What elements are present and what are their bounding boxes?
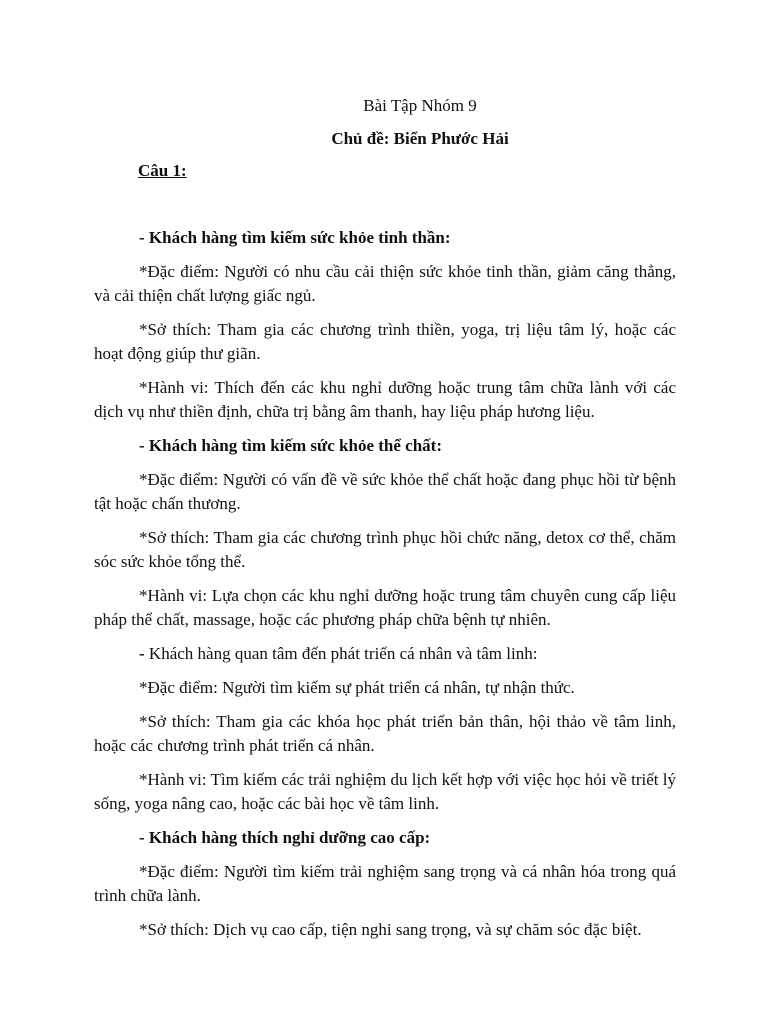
section-behavior: *Hành vi: Tìm kiếm các trải nghiệm du lịch kết hợp với việc học hỏi về triết lý sống, yoga nâng cao, hoặc các bài học về tâm linh. <box>94 770 676 813</box>
section-heading-mental-health: - Khách hàng tìm kiếm sức khỏe tinh thần: <box>139 228 451 247</box>
question-label: Câu 1: <box>138 161 187 180</box>
section-heading-personal-development <box>94 642 676 666</box>
section-interests: *Sở thích: Tham gia các chương trình thiền, yoga, trị liệu tâm lý, hoặc các hoạt động giúp thư giãn. <box>94 320 676 363</box>
heading-text: Khách hàng quan tâm đến phát triển cá nhân và tâm linh: <box>144 644 538 663</box>
section-behavior: *Hành vi: Lựa chọn các khu nghỉ dưỡng hoặc trung tâm chuyên cung cấp liệu pháp thể chất, massage, hoặc các phương pháp chữa bệnh tự nhiên. <box>94 586 676 629</box>
section-characteristics: *Đặc điểm: Người tìm kiếm trải nghiệm sang trọng và cá nhân hóa trong quá trình chữa lành. <box>94 862 676 905</box>
section-characteristics: *Đặc điểm: Người có vấn đề về sức khỏe thể chất hoặc đang phục hồi từ bệnh tật hoặc chấn thương. <box>94 470 676 513</box>
document-subtitle: Chủ đề: Biển Phước Hải <box>331 129 509 148</box>
section-behavior: *Hành vi: Thích đến các khu nghỉ dưỡng hoặc trung tâm chữa lành với các dịch vụ như thiền định, chữa trị bằng âm thanh, hay liệu pháp hương liệu. <box>94 378 676 421</box>
heading-dash: - <box>139 644 145 663</box>
section-characteristics: *Đặc điểm: Người tìm kiếm sự phát triển cá nhân, tự nhận thức. <box>139 678 575 697</box>
section-interests: *Sở thích: Tham gia các khóa học phát triển bản thân, hội thảo về tâm linh, hoặc các chương trình phát triển cá nhân. <box>94 712 676 755</box>
document-body <box>94 226 676 952</box>
section-interests: *Sở thích: Dịch vụ cao cấp, tiện nghi sang trọng, và sự chăm sóc đặc biệt. <box>139 920 642 939</box>
section-interests: *Sở thích: Tham gia các chương trình phục hồi chức năng, detox cơ thể, chăm sóc sức khỏe tổng thể. <box>94 528 676 571</box>
document-title: Bài Tập Nhóm 9 <box>363 96 477 115</box>
section-heading-physical-health: - Khách hàng tìm kiếm sức khỏe thể chất: <box>139 436 442 455</box>
section-heading-luxury-retreat: - Khách hàng thích nghỉ dưỡng cao cấp: <box>139 828 431 847</box>
section-characteristics: *Đặc điểm: Người có nhu cầu cải thiện sức khỏe tinh thần, giảm căng thẳng, và cải thiện chất lượng giấc ngủ. <box>94 262 676 305</box>
